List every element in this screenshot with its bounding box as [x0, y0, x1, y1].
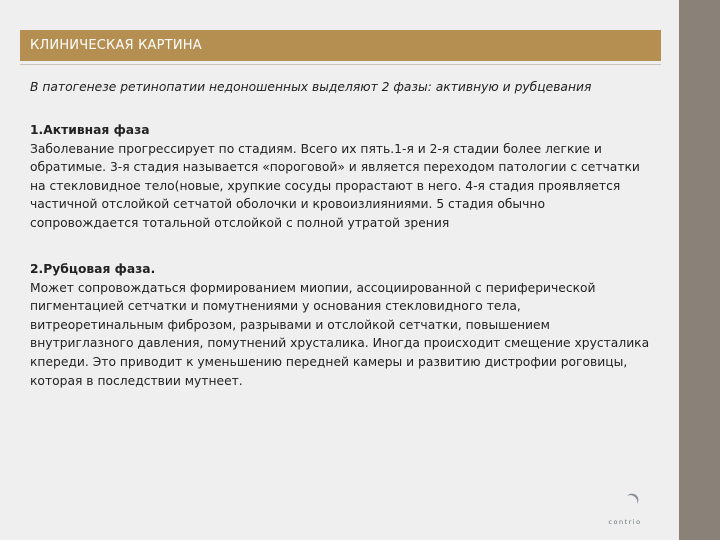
- divider: [20, 64, 661, 65]
- phase-2-title: 2.Рубцовая фаза.: [30, 262, 156, 276]
- crescent-logo-icon: [597, 488, 653, 518]
- header-bar: [20, 30, 661, 61]
- logo-text: contrio: [608, 518, 642, 526]
- page-title: КЛИНИЧЕСКАЯ КАРТИНА: [30, 38, 202, 53]
- phase-1-title: 1.Активная фаза: [30, 123, 150, 137]
- phase-1-section: [30, 121, 652, 233]
- phase-2-text: Может сопровождаться формированием миопии, ассоциированной с периферической пигментацией сетчатки и помутнениями у основания стекловидного тела, витреоретинальным фиброзом, разрывами и отслойкой сетчатки, повышением внутриглазного давления, помутнений хрусталика. Иногда происходит смещение хрусталика кпереди. Это приводит к уменьшению передней камеры и развитию дистрофии роговицы, которая в последствии мутнеет.: [30, 280, 650, 388]
- side-bar: [679, 0, 720, 540]
- logo: [597, 488, 653, 528]
- phase-1-text: Заболевание прогрессирует по стадиям. Всего их пять.1-я и 2-я стадии более легкие и обратимые. 3-я стадия называется «пороговой» и является переходом патологии с сетчатки на стекловидное тело(новые, хрупкие сосуды прорастают в него. 4-я стадия проявляется частичной отслойкой сетчатой оболочки и кровоизлияниями. 5 стадия обычно сопровождается тотальной отслойкой с полной утратой зрения: [30, 141, 640, 230]
- phase-2-section: [30, 260, 652, 390]
- subtitle: В патогенезе ретинопатии недоношенных выделяют 2 фазы: активную и рубцевания: [30, 80, 592, 94]
